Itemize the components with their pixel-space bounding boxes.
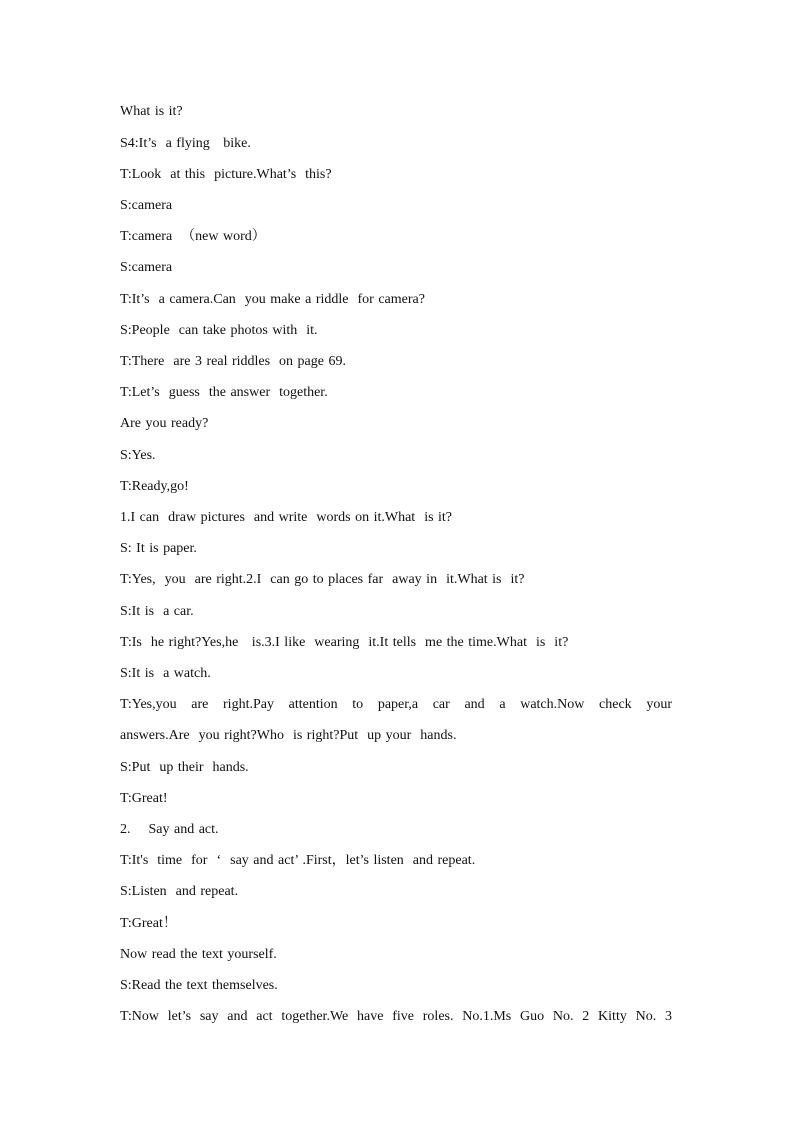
text-line: S:Put up their hands. (120, 760, 249, 775)
text-line: answers.Are you right?Who is right?Put up your hands. (120, 728, 457, 743)
text-line: Are you ready? (120, 416, 209, 431)
text-line: Now read the text yourself. (120, 947, 277, 962)
text-line: S:camera (120, 198, 173, 213)
text-line: T:Great! (120, 791, 168, 806)
text-line: S:People can take photos with it. (120, 323, 318, 338)
text-line: T:Look at this picture.What’s this? (120, 167, 332, 182)
text-line: S:camera (120, 260, 173, 275)
text-line: What is it? (120, 104, 183, 119)
text-line: S4:It’s a flying bike. (120, 136, 251, 151)
text-line: T:Yes,you are right.Pay attention to paper,a car and a watch.Now check your (120, 697, 672, 712)
text-line: S: It is paper. (120, 541, 197, 556)
text-line: 2. Say and act. (120, 822, 219, 837)
text-line: S:Read the text themselves. (120, 978, 278, 993)
text-line: S:Yes. (120, 448, 156, 463)
text-line: T:camera （new word） (120, 229, 266, 244)
text-line: T:It’s a camera.Can you make a riddle for camera? (120, 292, 425, 307)
text-line: T:Great！ (120, 916, 177, 931)
text-line: T:Ready,go! (120, 479, 189, 494)
text-line: T:Yes, you are right.2.I can go to places far away in it.What is it? (120, 572, 525, 587)
text-line: T:Let’s guess the answer together. (120, 385, 328, 400)
text-line: S:It is a watch. (120, 666, 211, 681)
text-line: 1.I can draw pictures and write words on it.What is it? (120, 510, 453, 525)
text-line: T:There are 3 real riddles on page 69. (120, 354, 346, 369)
text-line: S:Listen and repeat. (120, 884, 239, 899)
text-line: T:Now let’s say and act together.We have five roles. No.1.Ms Guo No. 2 Kitty No. 3 (120, 1009, 672, 1024)
text-line: S:It is a car. (120, 604, 194, 619)
text-line: T:It's time for ‘ say and act’ .First，let’s listen and repeat. (120, 853, 476, 868)
text-line: T:Is he right?Yes,he is.3.I like wearing it.It tells me the time.What is it? (120, 635, 569, 650)
